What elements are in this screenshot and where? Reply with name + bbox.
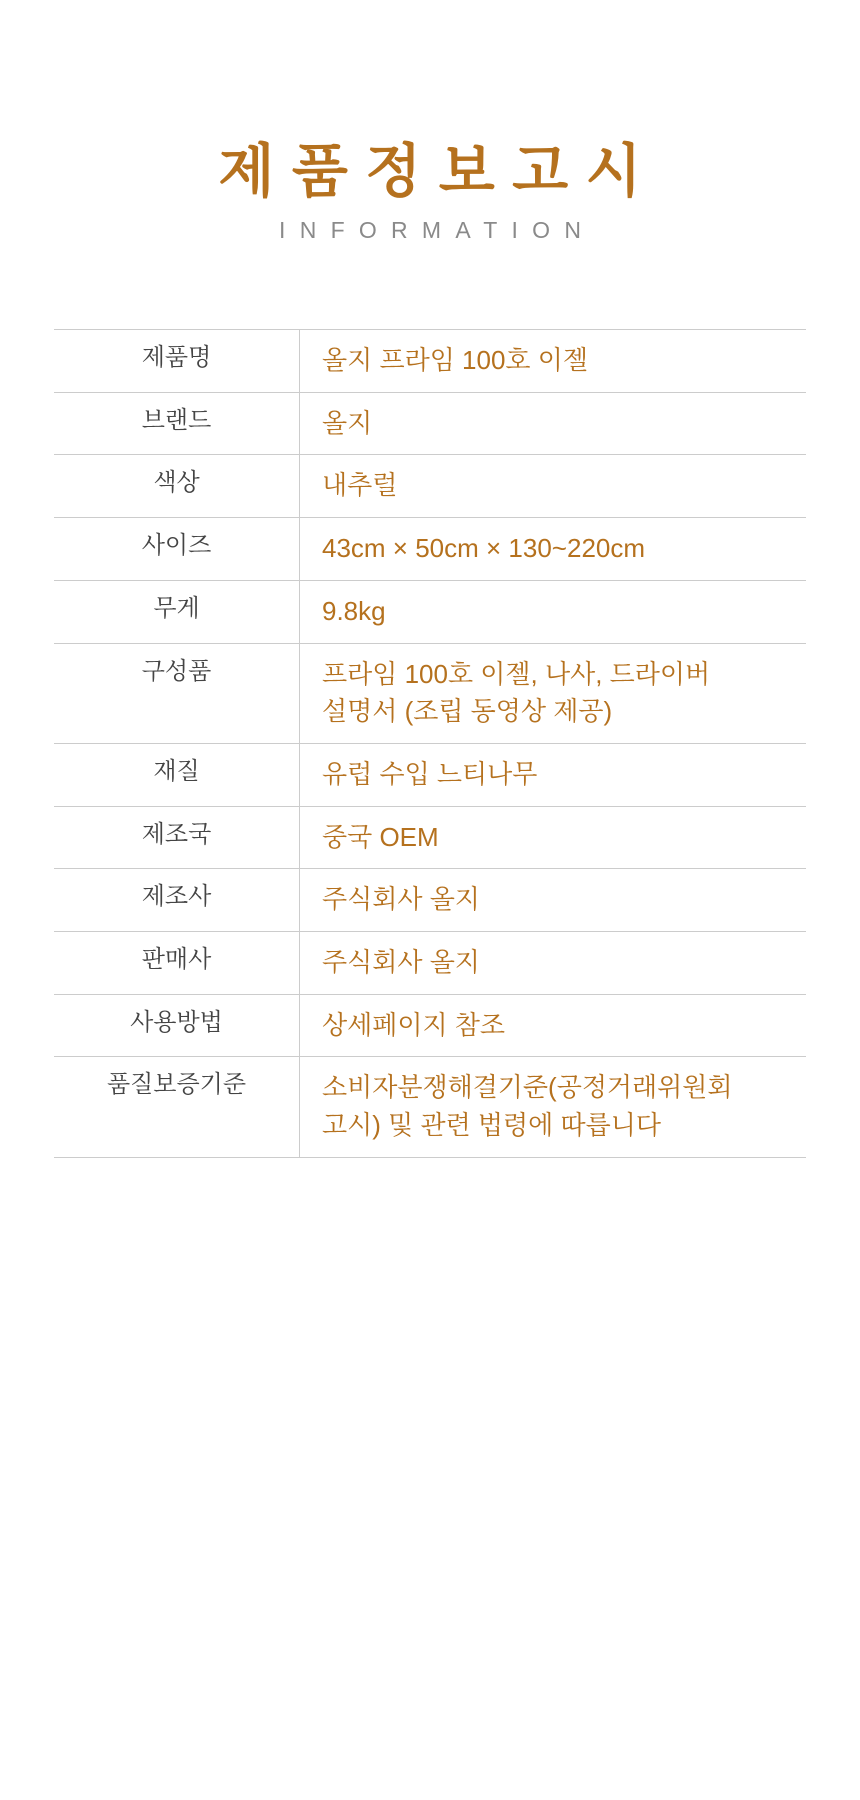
- spec-label: 품질보증기준: [54, 1057, 300, 1157]
- spec-value-line: 설명서 (조립 동영상 제공): [322, 696, 613, 727]
- spec-value-line: 소비자분쟁해결기준(공정거래위원회: [322, 1072, 733, 1103]
- spec-value-line: 43cm × 50cm × 130~220cm: [322, 533, 646, 564]
- spec-value: [300, 931, 807, 994]
- spec-value: [300, 806, 807, 869]
- table-row: [54, 869, 806, 932]
- table-row: [54, 392, 806, 455]
- spec-value-line: 프라임 100호 이젤, 나사, 드라이버: [322, 658, 711, 689]
- table-row: [54, 455, 806, 518]
- spec-label: 색상: [54, 455, 300, 518]
- product-spec-table: [54, 329, 806, 1158]
- spec-value: [300, 330, 807, 393]
- spec-value-line: 올지: [322, 407, 373, 438]
- spec-value: [300, 643, 807, 743]
- spec-label: 제조사: [54, 869, 300, 932]
- spec-value-line: 주식회사 올지: [322, 884, 480, 915]
- spec-value: [300, 518, 807, 581]
- table-row: [54, 330, 806, 393]
- spec-value: [300, 994, 807, 1057]
- spec-value-line: 내추럴: [322, 470, 398, 501]
- spec-table-body: [54, 330, 806, 1158]
- spec-label: 브랜드: [54, 392, 300, 455]
- spec-value-line: 9.8kg: [322, 595, 386, 626]
- page-title: 제품정보고시: [218, 139, 659, 204]
- spec-label: 재질: [54, 743, 300, 806]
- spec-value-line: 유럽 수입 느티나무: [322, 758, 538, 789]
- spec-value-line: 고시) 및 관련 법령에 따릅니다: [322, 1110, 661, 1141]
- page-subtitle: INFORMATION: [279, 216, 596, 243]
- spec-value: [300, 580, 807, 643]
- spec-value: [300, 1057, 807, 1157]
- spec-label: 제조국: [54, 806, 300, 869]
- spec-value: [300, 869, 807, 932]
- spec-value: [300, 392, 807, 455]
- table-row: [54, 743, 806, 806]
- spec-label: 판매사: [54, 931, 300, 994]
- spec-label: 사용방법: [54, 994, 300, 1057]
- spec-label: 무게: [54, 580, 300, 643]
- table-row: [54, 518, 806, 581]
- spec-value: [300, 743, 807, 806]
- spec-value-line: 상세페이지 참조: [322, 1009, 506, 1040]
- page-header: [0, 0, 860, 243]
- table-row: [54, 931, 806, 994]
- spec-label: 구성품: [54, 643, 300, 743]
- spec-value-line: 주식회사 올지: [322, 946, 480, 977]
- table-row: [54, 1057, 806, 1157]
- spec-value-line: 올지 프라임 100호 이젤: [322, 345, 588, 376]
- table-row: [54, 643, 806, 743]
- spec-value-line: 중국 OEM: [322, 821, 439, 852]
- spec-label: 사이즈: [54, 518, 300, 581]
- table-row: [54, 806, 806, 869]
- table-row: [54, 580, 806, 643]
- spec-value: [300, 455, 807, 518]
- spec-label: 제품명: [54, 330, 300, 393]
- table-row: [54, 994, 806, 1057]
